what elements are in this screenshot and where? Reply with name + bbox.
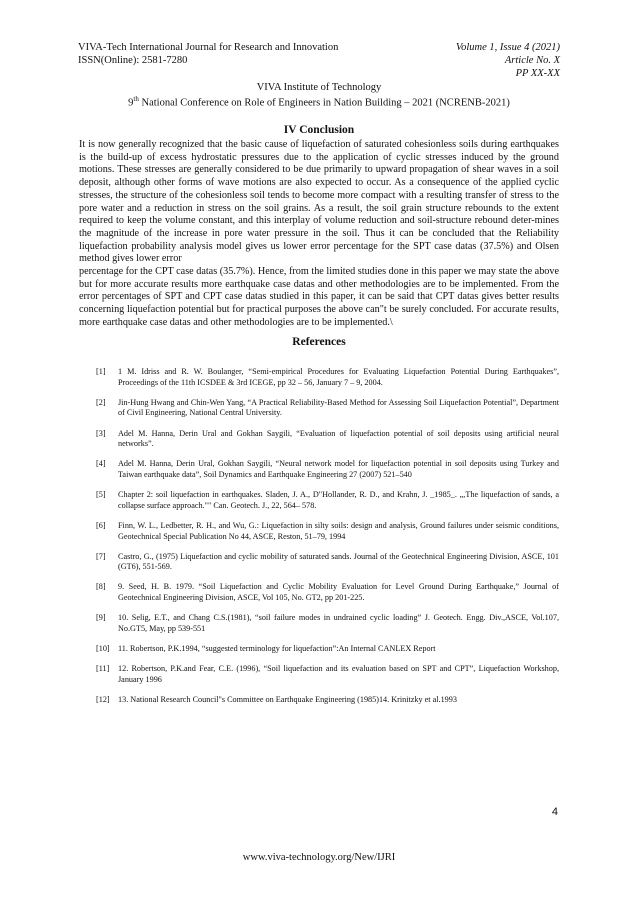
section-title-conclusion: IV Conclusion (283, 124, 355, 136)
page-number: 4 (551, 806, 558, 818)
reference-number: [8] (96, 582, 106, 592)
reference-number: [3] (96, 428, 106, 438)
section-title-references: References (292, 336, 346, 348)
reference-number: [11] (96, 664, 110, 674)
reference-text: 11. Robertson, P.K.1994, “suggested terminology for liquefaction”:An Internal CANLEX Report (118, 644, 436, 654)
footer-url: www.viva-technology.org/New/IJRI (242, 852, 396, 863)
reference-item (96, 367, 559, 388)
conclusion-paragraph: It is now generally recognized that the basic cause of liquefaction of saturated cohesionless soils during earthquakes is the build-up of excess hydrostatic pressures due to the application of cyclic stresses induced by the ground motions. These stresses are generally considered to be due primarily to upward propagation of shear waves in a soil deposit, although other forms of wave motions are also expected to occur. As a consequence of the applied cyclic stresses, the structure of the cohesionless soil tends to become more compact with a resulting transfer of stress to the pore water and a reduction in stress on the soil grains. As a result, the soil grain structure rebounds to the extent required to keep the volume constant, and this interplay of volume reduction and soil-structure rebound deter-mines the magnitude of the increase in pore water pressure in the soil. Thus it can be concluded that the Reliability liquefaction probability analysis model gives us lower error percentage for the SPT case datas (37.5%) and Olsen method gives lower error (79, 139, 559, 265)
reference-number: [7] (96, 551, 106, 561)
reference-item (96, 644, 559, 655)
reference-item (96, 429, 559, 450)
reference-number: [2] (96, 397, 106, 407)
reference-text: Finn, W. L., Ledbetter, R. H., and Wu, G.: Liquefaction in silty soils: design and analysis, Ground failures under seismic conditions, Geotechnical Special Publication No 44, ASCE, Reston, 51–79, 1994 (118, 520, 559, 541)
reference-item (96, 398, 559, 419)
journal-name: VIVA-Tech International Journal for Research and Innovation (78, 42, 339, 53)
reference-item (96, 552, 559, 573)
journal-header-right (456, 41, 560, 80)
reference-text: Jin-Hung Hwang and Chin-Wen Yang, “A Practical Reliability-Based Method for Assessing Soil Liquefaction Potential”, Department of Civil Engineering, National Central University. (118, 397, 559, 418)
reference-number: [9] (96, 613, 106, 623)
institute-name: VIVA Institute of Technology (256, 82, 382, 93)
conclusion-paragraph: percentage for the CPT case datas (35.7%). Hence, from the limited studies done in this paper we may state the above but for more accurate results more earthquake case datas and other methodologies are to be implemented. From the error percentages of SPT and CPT case datas studied in this paper, it can be said that CPT datas gives better results concerning liquefaction potential but for practical purposes the above can"t be surely concluded. For accurate results, more earthquake case datas and other methodologies are to be implemented.\ (79, 266, 559, 328)
conference-ordinal: 9 (128, 97, 134, 109)
reference-item (96, 521, 559, 542)
reference-number: [12] (96, 695, 110, 704)
reference-text: 12. Robertson, P.K.and Fear, C.E. (1996), “Soil liquefaction and its evaluation based on SPT and CPT”, Liquefaction Workshop, January 1996 (118, 664, 559, 684)
reference-text: Chapter 2: soil liquefaction in earthquakes. Sladen, J. A., D"Hollander, R. D., and Krahn, J. _1985_. „,The liquefaction of sands, a collapse surface approach."" Can. Geotech. J., 22, 564– 578. (118, 490, 559, 510)
reference-text: Adel M. Hanna, Derin Ural and Gokhan Saygili, “Evaluation of liquefaction potential of soil deposits using artificial neural networks”. (118, 428, 559, 449)
reference-text: Castro, G., (1975) Liquefaction and cyclic mobility of saturated sands. Journal of the Geotechnical Engineering Division, ASCE, 101 (GT6), 551-569. (118, 551, 559, 572)
reference-item (96, 459, 559, 480)
volume-line: Volume 1, Issue 4 (2021) (455, 42, 560, 53)
reference-item (96, 695, 559, 706)
reference-number: [4] (96, 459, 106, 469)
journal-header-left (78, 41, 338, 67)
reference-text: 10. Selig, E.T., and Chang C.S.(1981), “soil failure modes in undrained cyclic loading” J. Geotech. Engg. Div.,ASCE, Vol.107, No.GT5, May, pp 539-551 (118, 613, 559, 633)
reference-item (96, 664, 559, 685)
reference-text: 13. National Research Council"s Committee on Earthquake Engineering (1985)14. Krinitzky et al.1993 (118, 695, 457, 704)
reference-item (96, 582, 559, 603)
conference-title: National Conference on Role of Engineers in Nation Building – 2021 (NCRENB-2021) (138, 97, 510, 109)
conference-name (60, 95, 578, 109)
reference-item (96, 490, 559, 511)
reference-text: Adel M. Hanna, Derin Ural, Gokhan Saygili, “Neural network model for liquefaction potential in soil deposits using Turkey and Taiwan earthquake data”, Soil Dynamics and Earthquake Engineering 27 (2007) 521–540 (118, 459, 559, 479)
page-range: PP XX-XX (515, 68, 560, 79)
reference-item (96, 613, 559, 634)
reference-number: [1] (96, 367, 106, 376)
conference-ordinal-suffix: th (133, 95, 139, 103)
reference-number: [10] (96, 644, 110, 654)
reference-list (96, 367, 559, 715)
issn-line: ISSN(Online): 2581-7280 (78, 55, 188, 66)
article-number: Article No. X (504, 55, 560, 66)
reference-number: [6] (96, 520, 106, 530)
conclusion-body (79, 139, 559, 330)
reference-number: [5] (96, 490, 106, 500)
reference-text: 1 M. Idriss and R. W. Boulanger, “Semi-empirical Procedures for Evaluating Liquefaction Potential During Earthquakes”, Proceedings of the 11th ICSDEE & 3rd ICEGE, pp 32 – 56, January 7 – 9, 2004. (118, 367, 559, 387)
reference-text: 9. Seed, H. B. 1979. “Soil Liquefaction and Cyclic Mobility Evaluation for Level Ground During Earthquake,” Journal of Geotechnical Engineering Division, ASCE, Vol 105, No. GT2, pp 201-225. (118, 582, 559, 603)
